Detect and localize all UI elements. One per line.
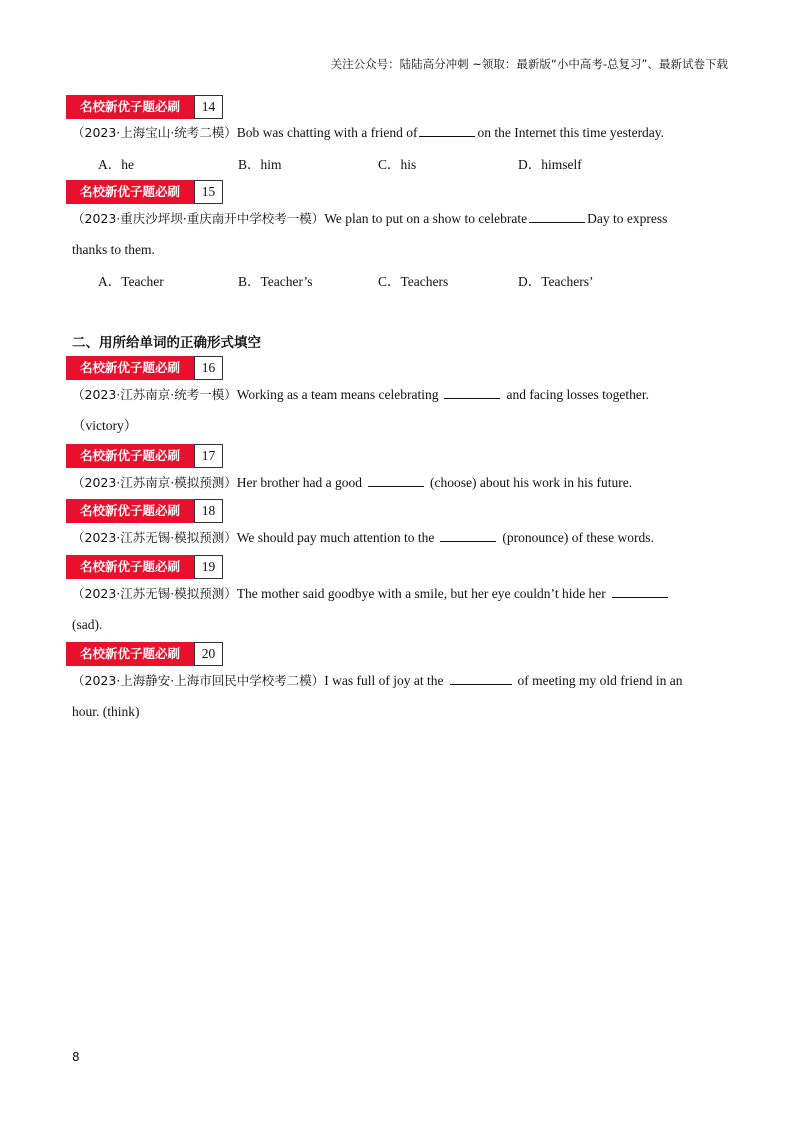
answer-blank bbox=[419, 122, 475, 137]
question-text-before: We should pay much attention to the bbox=[236, 530, 435, 545]
question-text-before: We plan to put on a show to celebrate bbox=[324, 211, 528, 226]
question-text-before: I was full of joy at the bbox=[324, 673, 444, 688]
tag-label: 名校新优子题必刷 bbox=[66, 95, 194, 119]
tag-label: 名校新优子题必刷 bbox=[66, 444, 194, 468]
question-text-20-line2: hour. (think) bbox=[72, 704, 140, 719]
question-text-after: of meeting my old friend in an bbox=[517, 673, 683, 688]
question-tag-15 bbox=[66, 180, 223, 204]
option-a: A．he bbox=[98, 157, 134, 172]
question-number: 16 bbox=[194, 356, 223, 380]
question-number: 20 bbox=[194, 642, 223, 666]
option-d: D．himself bbox=[518, 157, 582, 172]
option-c: C．Teachers bbox=[378, 274, 449, 289]
question-tag-20 bbox=[66, 642, 223, 666]
answer-blank bbox=[440, 527, 496, 542]
question-tag-14 bbox=[66, 95, 223, 119]
page-number: 8 bbox=[72, 1050, 80, 1064]
question-text-after: on the Internet this time yesterday. bbox=[477, 125, 665, 140]
option-b: B．him bbox=[238, 157, 282, 172]
question-source: （2023·重庆沙坪坝·重庆南开中学校考一模） bbox=[72, 211, 325, 226]
question-number: 19 bbox=[194, 555, 223, 579]
question-tag-19 bbox=[66, 555, 223, 579]
question-number: 17 bbox=[194, 444, 223, 468]
question-text-15 bbox=[72, 208, 667, 229]
question-text-16 bbox=[72, 384, 649, 405]
question-source: （2023·江苏南京·模拟预测） bbox=[72, 475, 237, 490]
question-text-14 bbox=[72, 122, 664, 143]
question-text-16-line2: （victory） bbox=[72, 418, 138, 433]
question-text-before: Working as a team means celebrating bbox=[236, 387, 439, 402]
question-tag-18 bbox=[66, 499, 223, 523]
tag-label: 名校新优子题必刷 bbox=[66, 642, 194, 666]
options-15 bbox=[98, 270, 658, 290]
page-header: 关注公众号：陆陆高分冲刺 ~领取：最新版“小中高考-总复习”、最新试卷下载 bbox=[330, 57, 728, 71]
question-text-19-line2: (sad). bbox=[72, 617, 103, 632]
question-source: （2023·上海宝山·统考二模） bbox=[72, 125, 237, 140]
answer-blank bbox=[450, 670, 512, 685]
options-14 bbox=[98, 153, 658, 173]
option-b: B．Teacher’s bbox=[238, 274, 313, 289]
question-source: （2023·上海静安·上海市回民中学校考二模） bbox=[72, 673, 325, 688]
question-text-15-line2: thanks to them. bbox=[72, 242, 155, 257]
question-text-before: Her brother had a good bbox=[236, 475, 362, 490]
tag-label: 名校新优子题必刷 bbox=[66, 356, 194, 380]
question-number: 14 bbox=[194, 95, 223, 119]
question-tag-17 bbox=[66, 444, 223, 468]
option-a: A．Teacher bbox=[98, 274, 164, 289]
question-text-19 bbox=[72, 583, 674, 604]
question-text-17 bbox=[72, 472, 632, 493]
option-d: D．Teachers’ bbox=[518, 274, 594, 289]
tag-label: 名校新优子题必刷 bbox=[66, 499, 194, 523]
question-number: 18 bbox=[194, 499, 223, 523]
question-text-18 bbox=[72, 527, 654, 548]
question-tag-16 bbox=[66, 356, 223, 380]
question-text-before: Bob was chatting with a friend of bbox=[236, 125, 418, 140]
section-title: 二、用所给单词的正确形式填空 bbox=[72, 335, 261, 351]
answer-blank bbox=[529, 208, 585, 223]
question-text-after: Day to express bbox=[587, 211, 668, 226]
answer-blank bbox=[368, 472, 424, 487]
question-number: 15 bbox=[194, 180, 223, 204]
tag-label: 名校新优子题必刷 bbox=[66, 180, 194, 204]
answer-blank bbox=[612, 583, 668, 598]
question-text-20 bbox=[72, 670, 682, 691]
question-source: （2023·江苏无锡·模拟预测） bbox=[72, 530, 237, 545]
tag-label: 名校新优子题必刷 bbox=[66, 555, 194, 579]
option-c: C．his bbox=[378, 157, 417, 172]
question-text-after: and facing losses together. bbox=[506, 387, 649, 402]
answer-blank bbox=[444, 384, 500, 399]
question-text-after: (pronounce) of these words. bbox=[502, 530, 654, 545]
question-text-after: (choose) about his work in his future. bbox=[429, 475, 633, 490]
question-source: （2023·江苏无锡·模拟预测） bbox=[72, 586, 237, 601]
question-text-before: The mother said goodbye with a smile, but her eye couldn’t hide her bbox=[236, 586, 606, 601]
question-source: （2023·江苏南京·统考一模） bbox=[72, 387, 237, 402]
